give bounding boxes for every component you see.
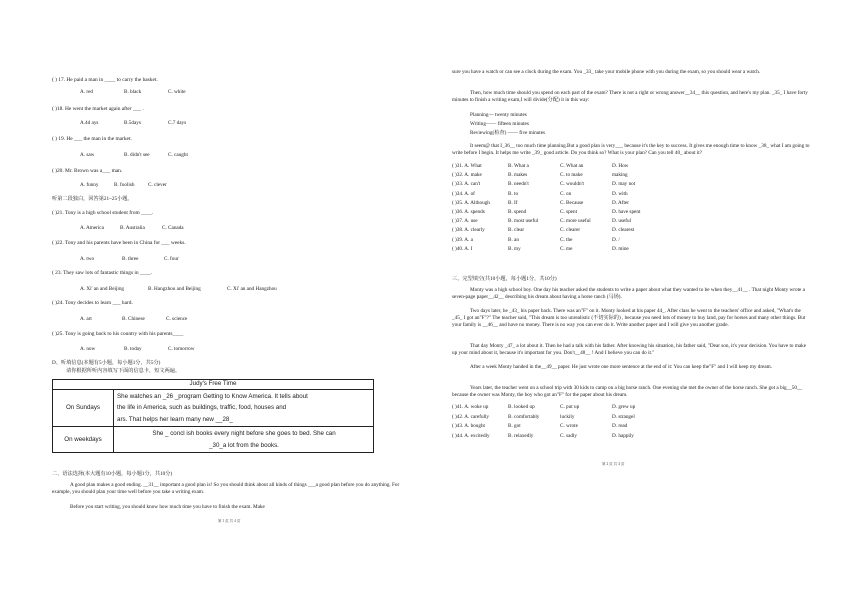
- question-22: ( )22. Tony and his parents have been in China for ___ weeks.: [52, 240, 186, 246]
- row-line: ars. That helps her learn many new __28_: [117, 415, 233, 423]
- option: B. black: [124, 89, 142, 95]
- option: D. with: [612, 190, 628, 197]
- question-23: ( 23. They saw lots of fantastic things in ____.: [52, 270, 153, 276]
- option: B. spend: [508, 209, 527, 215]
- question-25: ( )25. Tony is going back to his country with his parents____: [52, 331, 184, 337]
- option: ( )44. A. excitedly: [452, 432, 490, 439]
- option: C.7 days: [168, 120, 187, 126]
- plan-item-2: Writing—— fifteen minutes: [470, 121, 529, 127]
- plan-item-1: Planning— twenty minutes: [470, 112, 527, 118]
- passage-paragraph-2: Before you start writing, you should know how much time you have to finish the exam. Make: [70, 504, 265, 510]
- row-line: She _ concl ish books every night before she goes to bed. She can: [152, 430, 336, 438]
- passage-paragraph-9: After a week Monty handed in the__49__ paper. He just wrote one more sentence at the end of it: You can keep the"F" and I will keep my dream.: [470, 364, 772, 370]
- part-2-title: 二、语法选择(本大题有10小题，每小题1分，共10分): [52, 471, 173, 477]
- page-footer-1: 第 1 页 共 4 页: [218, 519, 241, 523]
- option: C. me: [560, 245, 573, 252]
- question-17: ( ) 17. He paid a man in ____ to carry the basket.: [52, 77, 158, 83]
- row-content-sundays: [114, 390, 374, 427]
- option: B. Chinese: [122, 316, 145, 322]
- option: C. white: [168, 89, 186, 95]
- option-row: [452, 172, 662, 179]
- option: D. clearest: [612, 227, 635, 234]
- option-row: [452, 191, 662, 198]
- option-row: [452, 163, 662, 170]
- option: luckily: [560, 413, 575, 420]
- option: B. three: [122, 256, 139, 262]
- option: B. most useful: [508, 218, 539, 225]
- option: ( )34. A. of: [452, 190, 475, 197]
- section-c-intro: 听第二段独白，回答第21~25小题。: [52, 196, 133, 202]
- option: B. didn't see: [124, 152, 150, 158]
- option-row: [452, 181, 662, 188]
- option: B. got: [508, 423, 521, 429]
- option: ( )39. A. a: [452, 236, 473, 243]
- option: B. today: [124, 346, 142, 352]
- info-card-table: [52, 379, 374, 453]
- option: C. What an: [560, 163, 584, 169]
- option: A. now: [80, 346, 96, 352]
- option: B. If: [508, 199, 518, 206]
- option: D. grew up: [612, 404, 636, 410]
- question-24-options: [80, 316, 187, 323]
- question-22-options: [80, 256, 179, 263]
- option: A. red: [80, 89, 93, 95]
- passage-paragraph-3: sure you have a watch or can see a clock during the exam. You _33_ take your mobile phone with you during the exam, so you should wear a watch.: [452, 69, 761, 75]
- option: D. /: [612, 236, 620, 243]
- question-21-options: [80, 225, 184, 232]
- option: D. mine: [612, 245, 629, 252]
- option: C. clearer: [560, 227, 581, 234]
- option: B. looked up: [508, 404, 535, 410]
- option-row: [452, 227, 662, 234]
- option-row: [452, 209, 662, 216]
- info-card-title: Judy's Free Time: [53, 380, 374, 390]
- option: A. saw: [80, 152, 95, 158]
- option: D. useful: [612, 218, 632, 225]
- section-d-instructions: 请你根据所听内容填写下面的信息卡，短文两遍。: [66, 368, 181, 374]
- option: making: [612, 172, 628, 179]
- option: B. makes: [508, 172, 528, 179]
- option: ( )31. A. What: [452, 163, 482, 169]
- question-18: ( )18. He went the market again after ___ .: [52, 106, 144, 112]
- plan-item-3: Reviewing(检查) —— five minutes: [470, 130, 546, 136]
- option: B.5days: [124, 120, 141, 126]
- option: ( )33. A. can't: [452, 181, 481, 188]
- row-line: _30_a lot from the books.: [209, 441, 279, 449]
- option-row: [452, 237, 662, 244]
- option-row: [452, 218, 662, 225]
- option: D. happily: [612, 432, 634, 439]
- option: ( )38. A. clearly: [452, 227, 485, 234]
- option: B. to: [508, 190, 519, 197]
- option: B. What a: [508, 163, 529, 169]
- section-d-title: D、听填信息(本题有5小题，每小题1分，共5分): [52, 360, 161, 366]
- question-24: ( )24. Tony decides to learn ___ hard.: [52, 300, 133, 306]
- question-19: ( ) 19. He ___ the man in the market.: [52, 136, 132, 142]
- option: D. may not: [612, 181, 636, 188]
- page-footer-2: 第 2 页 共 4 页: [602, 462, 625, 466]
- option: B. clear: [508, 227, 525, 234]
- option: D. read: [612, 423, 628, 429]
- option: A. Xi' an and Beijing: [80, 286, 125, 292]
- option: B. my: [508, 245, 521, 252]
- option: C. four: [164, 256, 179, 262]
- option: A. funny: [80, 182, 99, 188]
- option: C. clever: [148, 182, 167, 188]
- option-row: [452, 414, 662, 421]
- passage-paragraph-4: Then, how much time should you spend on each part of the exam? There is not a right or wrong answer__34__ this question, and here's my plan. _35_ I have forty minutes to finish a writing exam,I will divide(分配) it in this way:: [452, 90, 808, 104]
- option: A. America: [80, 225, 104, 231]
- option: B. relaxedly: [508, 432, 534, 439]
- row-line: She watches an _26 _program Getting to Know America. It tells about: [117, 393, 308, 400]
- option: C. wouldn't: [560, 181, 584, 188]
- option: C. more useful: [560, 218, 591, 225]
- option: A.4d ays: [80, 120, 99, 126]
- option: ( )42. A. carefully: [452, 413, 490, 420]
- question-18-options: [80, 120, 186, 127]
- option: C. tomorrow: [168, 346, 195, 352]
- passage-paragraph-1: A good plan makes a good ending. __31__ important a good plan is! So you should think about all kinds of things ___a good plan before you do anything. For example, you should plan your time well before you take a writing exam.: [52, 482, 400, 496]
- option: C. caught: [168, 152, 188, 158]
- question-23-options: [80, 286, 277, 293]
- option: C. Canada: [162, 225, 184, 231]
- option: C. to make: [560, 172, 583, 179]
- option: B. an: [508, 236, 519, 243]
- option: A. art: [80, 316, 92, 322]
- option: B. comfortably: [508, 413, 540, 420]
- question-21: ( )21. Tony is a high school student from ____.: [52, 210, 154, 216]
- option: C. sadly: [560, 432, 578, 439]
- option: ( )40. A. I: [452, 245, 473, 252]
- question-25-options: [80, 346, 195, 353]
- option: C. on: [560, 190, 572, 197]
- option: C. Xi' an and Hangzhou: [227, 286, 277, 292]
- option: ( )36. A. spends: [452, 209, 485, 215]
- question-20-options: [80, 182, 167, 189]
- option: C. wrote: [560, 423, 578, 429]
- option: D. have spent: [612, 209, 641, 215]
- option: ( )43. A. bought: [452, 423, 485, 429]
- passage-paragraph-10: Years later, the teacher went on a school trip with 30 kids to camp on a big horse ranch. One evening she met the owner of the horse ranch. She got a big__50__ because the owner was Monty, the boy who got an"F" for the paper about his dream.: [452, 385, 803, 399]
- option: D. After: [612, 199, 629, 206]
- option: D. How: [612, 163, 629, 169]
- question-17-options: [80, 89, 186, 96]
- option: ( )32. A. make: [452, 172, 482, 179]
- option-row: [452, 200, 662, 207]
- question-20: ( )20. Mr. Brown was a___ man.: [52, 168, 123, 174]
- option: C. Because: [560, 199, 584, 206]
- option: B. Australia: [120, 225, 145, 231]
- option: D. strangel: [612, 413, 635, 420]
- option: ( )41. A. woke up: [452, 404, 489, 410]
- passage-paragraph-5: It seem@ that I_36__ too much time planning.But a good plan is very___ because it's the key to success. It gives me enough time to know _38_ what I am going to write before I begin. It helps me write _39_ good article. Do you think so? What is your plan? Can you tell 40_ about it?: [452, 143, 810, 157]
- row-label-weekdays: On weekdays: [53, 427, 114, 453]
- option: B. Hangzhou and Beijing: [148, 286, 201, 292]
- option-row: [452, 246, 662, 253]
- row-content-weekdays: [114, 427, 374, 453]
- option: C. put up: [560, 404, 580, 410]
- question-19-options: [80, 152, 188, 159]
- row-label-sundays: On Sundays: [53, 390, 114, 427]
- option-row: [452, 423, 662, 430]
- option: B. needn't: [508, 181, 529, 188]
- passage-paragraph-7: Two days later, he _43_ his paper back. There was an"F" on it. Monty looked at his paper 44_. After class he went to the teachers' office and asked, "What's the _45_ I got an"F"?" The teacher said, "This dream is too unrealistic (不切实际的) , because you need lots of money to buy land, pay for horses and many other things. But your family is __46__ and have no money. There is no way you can ever do it. Write another paper and I will give you another grade.: [452, 308, 806, 329]
- option: ( )37. A. use: [452, 218, 478, 225]
- option: B. foolish: [114, 182, 135, 188]
- option-row: [452, 433, 662, 440]
- passage-paragraph-6: Monty was a high school boy. One day his teacher asked the students to write a paper about what they wanted to be when they__41__ . That night Monty wrote a seven-page paper__42__ describing his dream about having a horse ranch (马场).: [452, 287, 805, 301]
- option: A. two: [80, 256, 95, 262]
- option: C. the: [560, 236, 573, 243]
- option-row: [452, 404, 662, 411]
- option: C. spent: [560, 209, 578, 215]
- part-3-title: 三、完型填空(共10小题，每小题1分，共10分): [452, 276, 557, 282]
- option: ( )35. A. Although: [452, 199, 490, 206]
- row-line: the life in America, such as buildings, traffic, food, houses and: [117, 404, 287, 412]
- passage-paragraph-8: That day Monty _47_ a lot about it. Then he had a talk with his father. After knowing his situation, his father said, "Dear son, it's your decision. You have to make up your mind about it, because it's important for you. Don't__48__ ! And I believe you can do it.": [452, 343, 807, 357]
- option: C. science: [166, 316, 188, 322]
